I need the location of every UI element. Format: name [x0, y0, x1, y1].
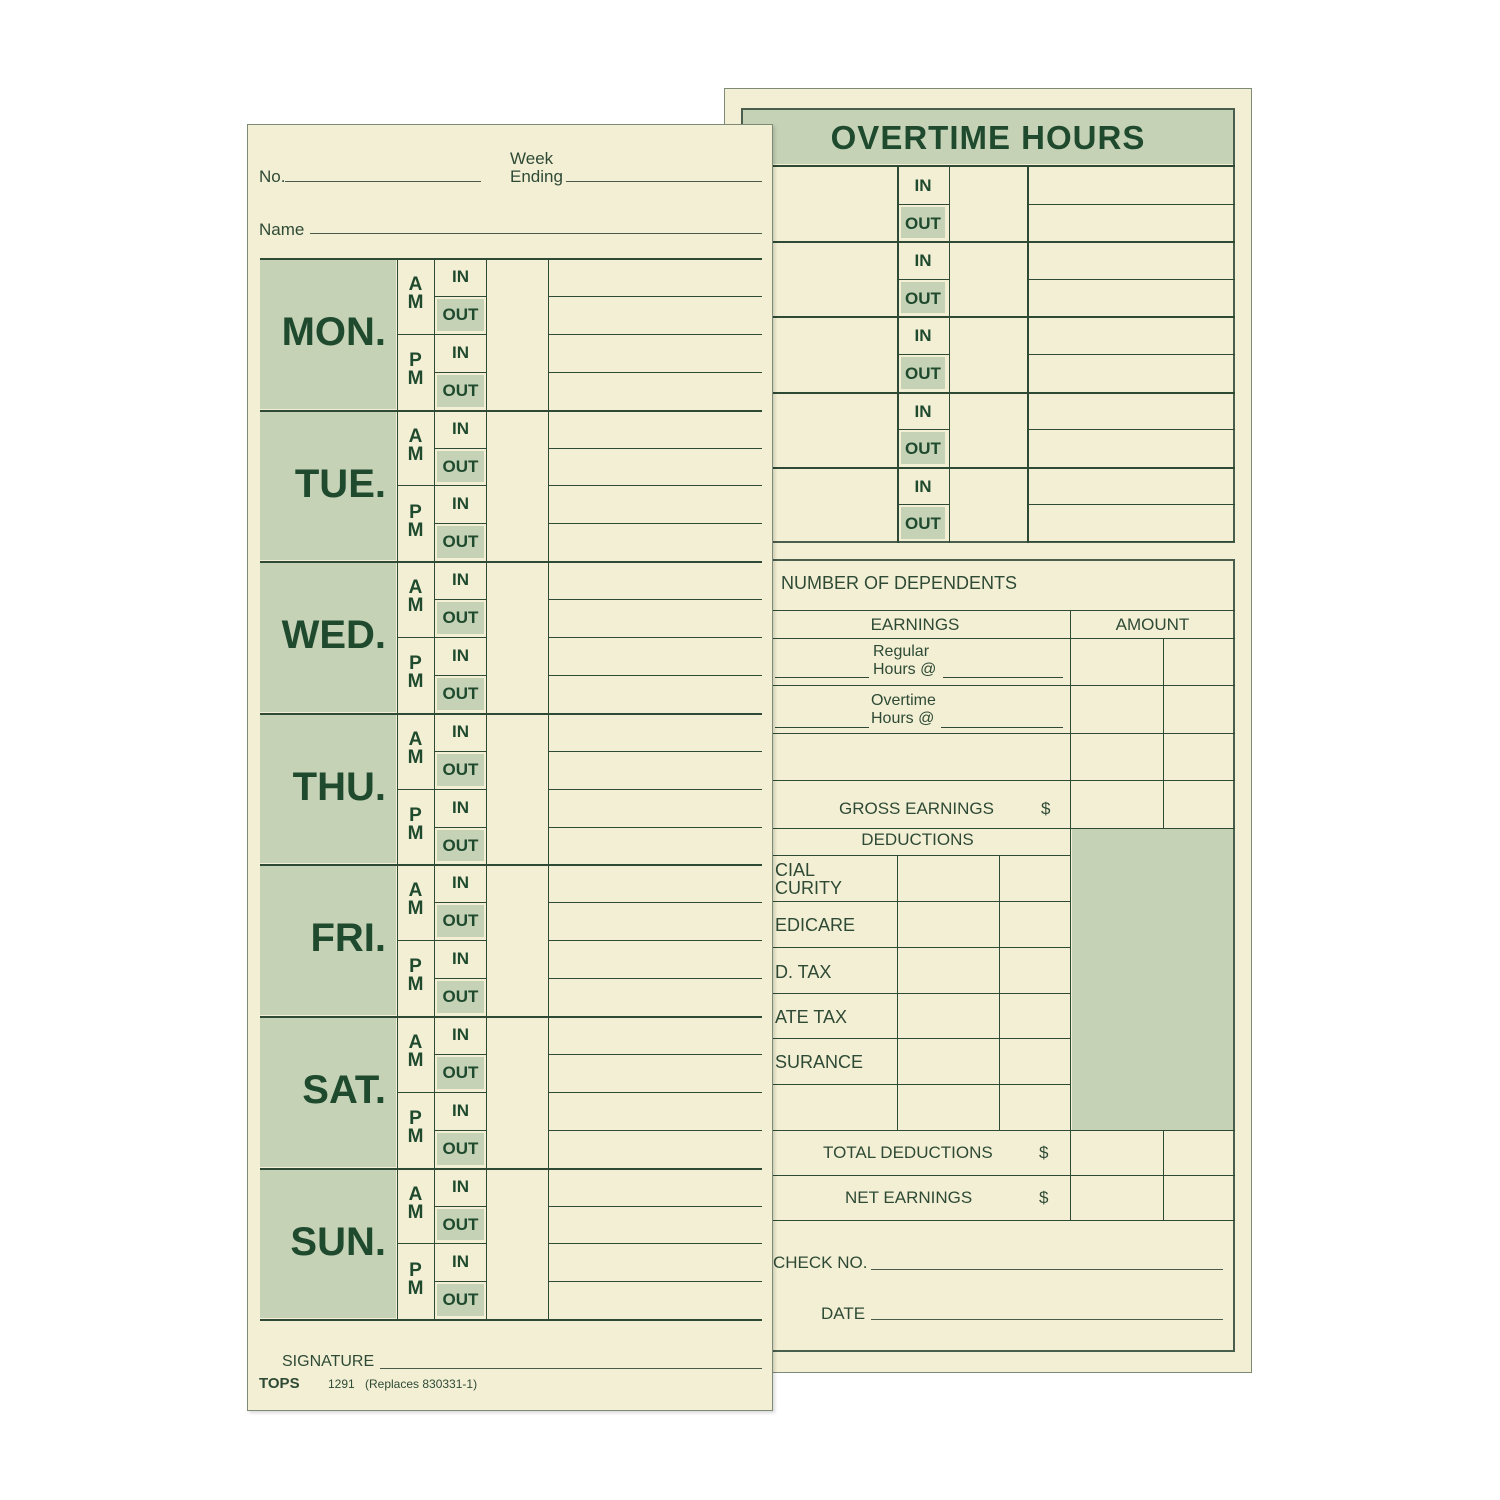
cell-line [435, 1281, 486, 1282]
pm-label: P [409, 1259, 422, 1281]
out-label: OUT [442, 987, 479, 1007]
ending-label: Ending [510, 167, 563, 186]
ampm-divider [397, 1243, 434, 1244]
regular-rate-field [943, 677, 1063, 678]
time-line [548, 485, 762, 486]
am-label: A [408, 1183, 423, 1205]
ot-time-line [1028, 429, 1235, 430]
signature-label: SIGNATURE [282, 1353, 375, 1370]
row-rule [1070, 685, 1235, 686]
day-label-sun: SUN. [290, 1219, 386, 1264]
out-label: OUT [442, 759, 479, 779]
cell-line [435, 1206, 486, 1207]
back-layout [725, 89, 1252, 1373]
pm-label: M [407, 368, 424, 389]
row-rule [741, 685, 1071, 686]
ampm-divider [397, 940, 434, 941]
ot-time-line [1028, 541, 1235, 542]
in-label: IN [452, 873, 469, 893]
regular-label: Regular [873, 643, 930, 660]
overtime-hours-field [775, 727, 869, 728]
cell-line [435, 1054, 486, 1055]
deduction-rule [741, 1084, 1071, 1085]
ot-time-line [1028, 204, 1235, 205]
cell-line [435, 448, 486, 449]
name-label: Name [259, 220, 305, 239]
timecard-back [724, 88, 1252, 1373]
overtime-box [741, 108, 1235, 543]
ampm-divider [397, 334, 434, 335]
am-label: A [408, 880, 423, 902]
row-rule [741, 780, 1235, 781]
cell-line [435, 978, 486, 979]
pm-label: P [409, 653, 422, 675]
check-no-label: CHECK NO. [773, 1253, 868, 1272]
time-line [548, 599, 762, 600]
no-label: No. [259, 167, 286, 186]
net-earnings-label: NET EARNINGS [845, 1188, 973, 1207]
ampm-divider [397, 485, 434, 486]
in-label: IN [452, 797, 469, 817]
row-rule [741, 1175, 1235, 1176]
in-label: IN [452, 1100, 469, 1120]
out-label: OUT [442, 532, 479, 552]
ot-col-line [897, 166, 899, 543]
out-label: OUT [442, 1290, 479, 1310]
check-no-field[interactable] [871, 1269, 1223, 1270]
out-label: OUT [442, 911, 479, 931]
deduction-col-line [897, 855, 898, 1130]
out-label: OUT [905, 288, 941, 308]
ampm-divider [397, 1092, 434, 1093]
overtime-rate-field [941, 727, 1063, 728]
cell-line [435, 789, 486, 790]
cell-line [897, 204, 949, 205]
am-label: A [408, 425, 423, 447]
in-label: IN [452, 494, 469, 514]
day-rule [260, 1319, 762, 1321]
cell-line [435, 1130, 486, 1131]
overtime-title: OVERTIME HOURS [830, 119, 1146, 156]
time-line [548, 334, 762, 335]
ot-group-rule [741, 392, 1235, 394]
dependents-label: NUMBER OF DEPENDENTS [781, 573, 1018, 593]
total-deductions-label: TOTAL DEDUCTIONS [823, 1143, 993, 1162]
pm-label: M [407, 974, 424, 996]
cell-line [435, 751, 486, 752]
overtime-label: Overtime [871, 692, 936, 709]
time-line [548, 637, 762, 638]
dollar-sign: $ [1039, 1143, 1049, 1162]
earnings-top-rule [741, 610, 1235, 611]
week-ending-field[interactable] [566, 181, 762, 182]
out-label: OUT [442, 456, 479, 476]
am-col-line [397, 258, 398, 1319]
total-col-line [548, 258, 549, 1319]
regular-hours-label: Hours @ [873, 661, 937, 678]
timecard-front [247, 124, 773, 1411]
insurance-label: SURANCE [775, 1052, 864, 1072]
gross-earnings-label: GROSS EARNINGS [839, 799, 994, 818]
am-label: M [407, 1201, 424, 1223]
row-rule [741, 733, 1235, 734]
cell-line [435, 372, 486, 373]
deduction-rule [741, 1038, 1071, 1039]
cents-col-line [1163, 1130, 1164, 1221]
time-line [548, 1206, 762, 1207]
deduction-rule [741, 993, 1071, 994]
pm-label: M [407, 519, 424, 541]
in-label: IN [452, 1176, 469, 1196]
earnings-label: EARNINGS [870, 615, 960, 634]
time-line [548, 523, 762, 524]
earnings-rule [741, 638, 1235, 639]
am-label: M [407, 746, 424, 768]
time-line [548, 751, 762, 752]
out-label: OUT [442, 608, 479, 628]
in-label: IN [452, 1252, 469, 1272]
pm-label: P [409, 350, 422, 371]
in-label: IN [452, 949, 469, 969]
front-layout [248, 125, 773, 1411]
in-label: IN [914, 326, 932, 346]
pm-label: M [407, 1126, 424, 1147]
dollar-sign: $ [1039, 1188, 1049, 1207]
in-col-line [434, 258, 435, 1319]
out-label: OUT [905, 364, 941, 383]
time-line [548, 789, 762, 790]
time-line [548, 1243, 762, 1244]
day-label-thu: THU. [292, 764, 386, 809]
cell-line [897, 504, 949, 505]
cell-line [435, 827, 486, 828]
in-label: IN [914, 251, 932, 271]
time-line [548, 448, 762, 449]
ot-time-line [1028, 354, 1235, 355]
in-label: IN [914, 176, 932, 195]
out-label: OUT [905, 439, 941, 459]
name-field[interactable] [310, 233, 762, 234]
signature-field[interactable] [380, 1368, 762, 1369]
cell-line [435, 485, 486, 486]
cell-line [435, 1243, 486, 1244]
form-number: 1291 [328, 1377, 355, 1391]
cell-line [897, 354, 949, 355]
pm-label: P [409, 1108, 422, 1129]
out-label: OUT [442, 1062, 479, 1082]
time-line [548, 940, 762, 941]
deduction-rule [741, 947, 1071, 948]
am-label: A [408, 728, 423, 750]
in-label: IN [452, 721, 469, 741]
pm-label: P [409, 804, 422, 826]
in-label: IN [452, 646, 469, 665]
ot-time-line [1028, 279, 1235, 280]
brand-logo: TOPS [259, 1375, 300, 1392]
cell-line [435, 1092, 486, 1093]
out-label: OUT [442, 835, 479, 855]
time-line [548, 902, 762, 903]
am-label: M [407, 292, 424, 313]
no-field[interactable] [285, 181, 481, 182]
row-rule [741, 1220, 1235, 1221]
social-security-label: CIAL [775, 860, 816, 880]
time-line [548, 1281, 762, 1282]
pm-label: P [409, 501, 422, 523]
cell-line [435, 675, 486, 676]
am-label: M [407, 1050, 424, 1071]
am-label: M [407, 443, 424, 465]
inout-col-line [486, 258, 487, 1319]
am-label: A [408, 274, 423, 295]
ampm-divider [397, 789, 434, 790]
am-label: A [408, 1032, 423, 1053]
in-label: IN [914, 401, 932, 421]
am-label: A [408, 577, 423, 599]
time-line [548, 1054, 762, 1055]
state-tax-label: ATE TAX [775, 1007, 848, 1027]
ot-time-line [1028, 504, 1235, 505]
ot-time-line [1028, 166, 1235, 167]
cell-line [435, 902, 486, 903]
out-label: OUT [442, 1138, 479, 1158]
amount-label: AMOUNT [1115, 615, 1190, 634]
in-label: IN [452, 418, 469, 438]
out-label: OUT [442, 304, 479, 324]
day-label-mon: MON. [281, 310, 386, 354]
time-line [548, 372, 762, 373]
row-rule [741, 1130, 1235, 1131]
deductions-label: DEDUCTIONS [861, 830, 974, 849]
pm-label: M [407, 822, 424, 844]
deduction-col-line [999, 855, 1000, 1130]
time-line [548, 1092, 762, 1093]
replaces-note: (Replaces 830331-1) [365, 1377, 478, 1391]
row-rule [741, 855, 1071, 856]
time-line [548, 1130, 762, 1131]
ot-group-rule [741, 241, 1235, 243]
time-line [548, 827, 762, 828]
ot-col-line [949, 166, 950, 543]
overtime-hours-label: Hours @ [871, 710, 935, 727]
out-label: OUT [905, 514, 941, 534]
cell-line [435, 599, 486, 600]
cell-line [435, 523, 486, 524]
week-label: Week [510, 149, 554, 168]
in-label: IN [914, 476, 932, 496]
ot-group-rule [741, 316, 1235, 318]
date-label: DATE [821, 1304, 866, 1323]
day-label-sat: SAT. [302, 1068, 386, 1112]
out-label: OUT [442, 683, 479, 703]
cell-line [435, 334, 486, 335]
cell-line [435, 940, 486, 941]
out-label: OUT [905, 213, 941, 233]
pm-label: M [407, 1277, 424, 1299]
fed-tax-label: D. TAX [775, 962, 832, 982]
social-security-label-2: CURITY [775, 878, 842, 898]
time-line [548, 978, 762, 979]
regular-hours-field [775, 677, 869, 678]
dollar-sign: $ [1041, 799, 1051, 818]
deduction-rule [741, 901, 1071, 902]
in-label: IN [452, 570, 469, 590]
time-line [548, 296, 762, 297]
out-label: OUT [442, 1214, 479, 1234]
am-label: M [407, 898, 424, 920]
cell-line [897, 429, 949, 430]
in-label: IN [452, 342, 469, 362]
amount-shaded-area [1072, 829, 1233, 1130]
cell-line [897, 279, 949, 280]
pm-label: M [407, 671, 424, 693]
cell-line [435, 637, 486, 638]
day-label-tue: TUE. [294, 461, 386, 506]
ampm-divider [397, 637, 434, 638]
pm-label: P [409, 956, 422, 978]
date-field[interactable] [871, 1319, 1223, 1320]
day-label-wed: WED. [281, 613, 386, 658]
out-label: OUT [442, 380, 479, 400]
in-label: IN [452, 267, 469, 286]
cell-line [435, 296, 486, 297]
time-line [548, 675, 762, 676]
medicare-label: EDICARE [775, 915, 856, 935]
ot-group-rule [741, 467, 1235, 469]
in-label: IN [452, 1025, 469, 1044]
am-label: M [407, 595, 424, 617]
ot-col-line [1027, 166, 1029, 543]
day-label-fri: FRI. [310, 916, 386, 961]
